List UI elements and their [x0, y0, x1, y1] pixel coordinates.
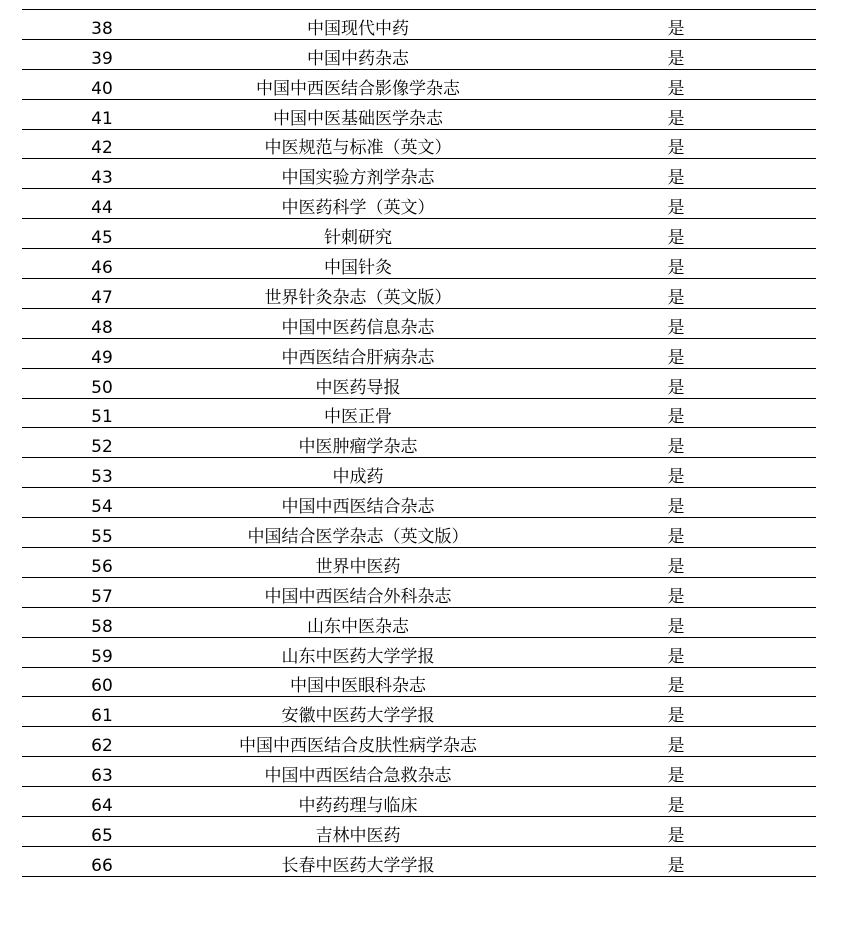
row-number: 39 — [91, 48, 113, 69]
row-number: 47 — [91, 287, 113, 308]
row-number: 38 — [91, 18, 113, 39]
table-row — [22, 130, 816, 160]
row-number: 54 — [91, 497, 113, 518]
included-flag: 是 — [667, 586, 685, 607]
journal-name: 中国中西医结合外科杂志 — [264, 586, 452, 607]
journal-name: 山东中医杂志 — [307, 616, 409, 637]
row-number: 46 — [91, 258, 113, 279]
row-number: 56 — [91, 556, 113, 577]
table-row — [22, 159, 816, 189]
journal-name: 中西医结合肝病杂志 — [281, 347, 435, 368]
journal-name: 中国中西医结合皮肤性病学杂志 — [239, 736, 477, 757]
included-flag: 是 — [667, 855, 685, 876]
journal-name: 中医正骨 — [324, 407, 392, 428]
table-row — [22, 787, 816, 817]
journal-table — [22, 9, 816, 877]
journal-name: 中国实验方剂学杂志 — [281, 168, 435, 189]
table-row — [22, 817, 816, 847]
included-flag: 是 — [667, 48, 685, 69]
journal-name: 中国中西医结合影像学杂志 — [256, 78, 460, 99]
table-row — [22, 727, 816, 757]
included-flag: 是 — [667, 676, 685, 697]
included-flag: 是 — [667, 138, 685, 159]
row-number: 48 — [91, 317, 113, 338]
journal-name: 中国中西医结合急救杂志 — [264, 766, 452, 787]
journal-name: 世界针灸杂志（英文版） — [264, 287, 452, 308]
included-flag: 是 — [667, 437, 685, 458]
journal-name: 中医规范与标准（英文） — [264, 138, 452, 159]
included-flag: 是 — [667, 377, 685, 398]
table-row — [22, 578, 816, 608]
included-flag: 是 — [667, 467, 685, 488]
included-flag: 是 — [667, 646, 685, 667]
row-number: 63 — [91, 766, 113, 787]
row-number: 49 — [91, 347, 113, 368]
journal-name: 中医肿瘤学杂志 — [298, 437, 418, 458]
row-number: 44 — [91, 198, 113, 219]
table-row — [22, 40, 816, 70]
journal-name: 中国结合医学杂志（英文版） — [247, 527, 469, 548]
journal-name: 针刺研究 — [324, 228, 392, 249]
row-number: 60 — [91, 676, 113, 697]
included-flag: 是 — [667, 317, 685, 338]
table-row — [22, 608, 816, 638]
table-row — [22, 279, 816, 309]
row-number: 59 — [91, 646, 113, 667]
row-number: 55 — [91, 527, 113, 548]
journal-name: 中国中医药信息杂志 — [281, 317, 435, 338]
included-flag: 是 — [667, 616, 685, 637]
table-row — [22, 697, 816, 727]
included-flag: 是 — [667, 527, 685, 548]
table-row — [22, 847, 816, 877]
journal-name: 中国现代中药 — [307, 18, 409, 39]
table-row — [22, 309, 816, 339]
table-row — [22, 10, 816, 40]
included-flag: 是 — [667, 347, 685, 368]
table-row — [22, 668, 816, 698]
row-number: 57 — [91, 586, 113, 607]
journal-name: 世界中医药 — [315, 556, 401, 577]
table-row — [22, 100, 816, 130]
included-flag: 是 — [667, 556, 685, 577]
table-row — [22, 548, 816, 578]
included-flag: 是 — [667, 168, 685, 189]
row-number: 53 — [91, 467, 113, 488]
table-row — [22, 428, 816, 458]
row-number: 41 — [91, 108, 113, 129]
row-number: 62 — [91, 736, 113, 757]
table-row — [22, 219, 816, 249]
included-flag: 是 — [667, 18, 685, 39]
journal-name: 中国中药杂志 — [307, 48, 409, 69]
included-flag: 是 — [667, 706, 685, 727]
table-row — [22, 339, 816, 369]
table-row — [22, 488, 816, 518]
journal-name: 中国针灸 — [324, 258, 392, 279]
table-row — [22, 518, 816, 548]
table-row — [22, 369, 816, 399]
included-flag: 是 — [667, 228, 685, 249]
row-number: 65 — [91, 825, 113, 846]
row-number: 45 — [91, 228, 113, 249]
included-flag: 是 — [667, 736, 685, 757]
included-flag: 是 — [667, 497, 685, 518]
included-flag: 是 — [667, 825, 685, 846]
journal-name: 中成药 — [332, 467, 384, 488]
included-flag: 是 — [667, 258, 685, 279]
journal-name: 中医药科学（英文） — [281, 198, 435, 219]
row-number: 50 — [91, 377, 113, 398]
journal-name: 中医药导报 — [315, 377, 401, 398]
table-row — [22, 458, 816, 488]
journal-name: 中药药理与临床 — [298, 796, 418, 817]
included-flag: 是 — [667, 108, 685, 129]
included-flag: 是 — [667, 407, 685, 428]
row-number: 40 — [91, 78, 113, 99]
row-number: 64 — [91, 796, 113, 817]
row-number: 58 — [91, 616, 113, 637]
included-flag: 是 — [667, 766, 685, 787]
row-number: 42 — [91, 138, 113, 159]
row-number: 66 — [91, 855, 113, 876]
included-flag: 是 — [667, 796, 685, 817]
journal-name: 中国中医眼科杂志 — [290, 676, 426, 697]
table-row — [22, 249, 816, 279]
journal-name: 中国中医基础医学杂志 — [273, 108, 443, 129]
table-row — [22, 189, 816, 219]
included-flag: 是 — [667, 287, 685, 308]
row-number: 43 — [91, 168, 113, 189]
row-number: 51 — [91, 407, 113, 428]
journal-name: 长春中医药大学学报 — [281, 855, 435, 876]
journal-name: 安徽中医药大学学报 — [281, 706, 435, 727]
table-row — [22, 399, 816, 429]
table-row — [22, 70, 816, 100]
journal-name: 山东中医药大学学报 — [281, 646, 435, 667]
row-number: 61 — [91, 706, 113, 727]
journal-name: 中国中西医结合杂志 — [281, 497, 435, 518]
table-row — [22, 638, 816, 668]
table-row — [22, 757, 816, 787]
journal-name: 吉林中医药 — [315, 825, 401, 846]
row-number: 52 — [91, 437, 113, 458]
included-flag: 是 — [667, 78, 685, 99]
included-flag: 是 — [667, 198, 685, 219]
